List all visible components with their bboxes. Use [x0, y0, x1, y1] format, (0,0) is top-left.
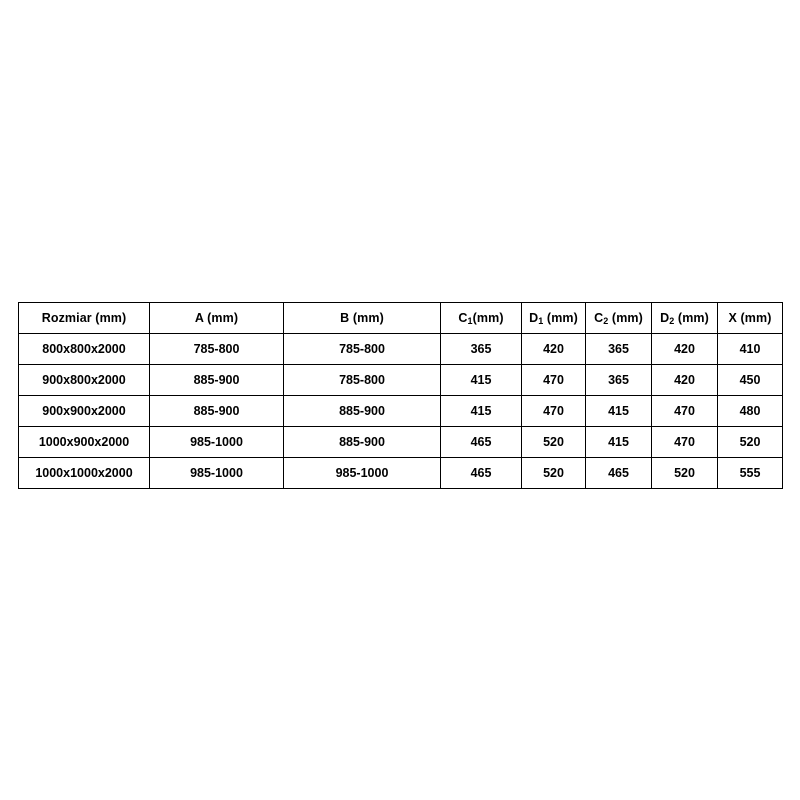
specification-table	[18, 302, 783, 489]
cell-size: 1000x900x2000	[19, 427, 150, 458]
cell-a: 885-900	[150, 396, 284, 427]
cell-c2: 465	[586, 458, 652, 489]
column-header-x: X (mm)	[718, 303, 783, 334]
column-header-c1-subscript: 1	[467, 316, 473, 326]
cell-size: 900x900x2000	[19, 396, 150, 427]
column-header-c2-subscript: 2	[603, 316, 609, 326]
table-header-row	[19, 303, 783, 334]
cell-d1: 470	[522, 365, 586, 396]
cell-a: 785-800	[150, 334, 284, 365]
cell-c1: 415	[441, 365, 522, 396]
cell-c2: 415	[586, 427, 652, 458]
column-header-d1	[522, 303, 586, 334]
column-header-c1	[441, 303, 522, 334]
column-header-d2	[652, 303, 718, 334]
cell-c1: 365	[441, 334, 522, 365]
table-row	[19, 427, 783, 458]
column-header-c2-prefix: C	[594, 311, 604, 325]
column-header-size: Rozmiar (mm)	[19, 303, 150, 334]
column-header-a: A (mm)	[150, 303, 284, 334]
cell-d1: 470	[522, 396, 586, 427]
cell-c2: 365	[586, 334, 652, 365]
cell-x: 555	[718, 458, 783, 489]
cell-x: 480	[718, 396, 783, 427]
cell-x: 520	[718, 427, 783, 458]
cell-c1: 465	[441, 427, 522, 458]
cell-size: 800x800x2000	[19, 334, 150, 365]
column-header-b: B (mm)	[284, 303, 441, 334]
column-header-c1-suffix: (mm)	[472, 311, 504, 325]
cell-a: 985-1000	[150, 427, 284, 458]
cell-x: 450	[718, 365, 783, 396]
cell-d1: 520	[522, 458, 586, 489]
column-header-c1-prefix: C	[458, 311, 468, 325]
cell-b: 885-900	[284, 396, 441, 427]
table-row	[19, 334, 783, 365]
column-header-d2-subscript: 2	[669, 316, 675, 326]
cell-d2: 520	[652, 458, 718, 489]
cell-d2: 470	[652, 396, 718, 427]
cell-c2: 415	[586, 396, 652, 427]
cell-d2: 470	[652, 427, 718, 458]
cell-b: 885-900	[284, 427, 441, 458]
cell-b: 985-1000	[284, 458, 441, 489]
cell-c2: 365	[586, 365, 652, 396]
cell-c1: 465	[441, 458, 522, 489]
cell-d1: 420	[522, 334, 586, 365]
column-header-d2-prefix: D	[660, 311, 670, 325]
table-row	[19, 458, 783, 489]
column-header-d1-subscript: 1	[538, 316, 544, 326]
cell-d2: 420	[652, 365, 718, 396]
column-header-c2-suffix: (mm)	[608, 311, 643, 325]
cell-d2: 420	[652, 334, 718, 365]
table-header	[19, 303, 783, 334]
cell-size: 1000x1000x2000	[19, 458, 150, 489]
table-row	[19, 365, 783, 396]
cell-d1: 520	[522, 427, 586, 458]
cell-x: 410	[718, 334, 783, 365]
column-header-d1-prefix: D	[529, 311, 539, 325]
column-header-c2	[586, 303, 652, 334]
cell-c1: 415	[441, 396, 522, 427]
column-header-d1-suffix: (mm)	[543, 311, 578, 325]
cell-b: 785-800	[284, 365, 441, 396]
specification-table-wrapper	[18, 302, 782, 489]
column-header-d2-suffix: (mm)	[674, 311, 709, 325]
cell-size: 900x800x2000	[19, 365, 150, 396]
cell-a: 885-900	[150, 365, 284, 396]
table-body	[19, 334, 783, 489]
table-row	[19, 396, 783, 427]
cell-b: 785-800	[284, 334, 441, 365]
cell-a: 985-1000	[150, 458, 284, 489]
